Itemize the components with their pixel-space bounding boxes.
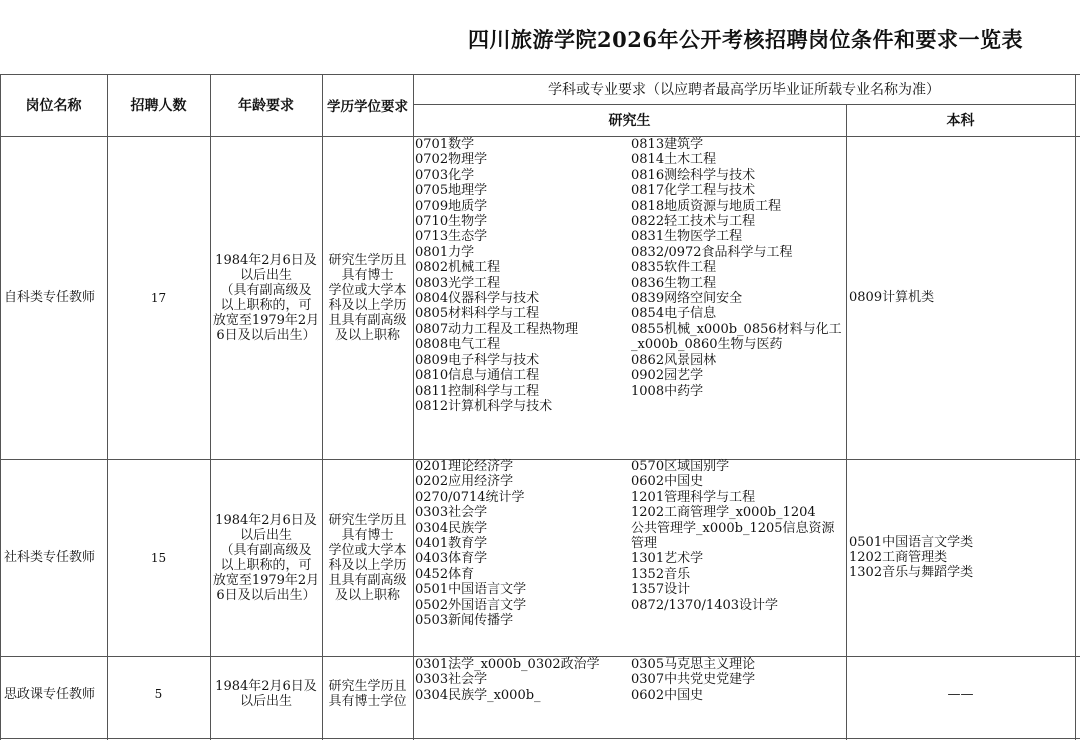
grid-line [0,74,1,740]
grid-line [413,74,414,740]
header-count: 招聘人数 [130,98,187,114]
header-education: 学历学位要求 [327,99,408,115]
header-graduate: 研究生 [608,113,651,129]
row-undergrad: —— [947,686,974,702]
grid-line [0,738,1080,739]
row-count: 5 [154,687,163,701]
header-position: 岗位名称 [25,98,82,114]
row-education: 研究生学历且 具有博士 学位或大学本 科及以上学历 且具有副高级 及以上职称 [328,252,407,343]
row-position: 自科类专任教师 [4,290,96,305]
row-age: 1984年2月6日及 以后出生 [215,679,317,709]
row-age: 1984年2月6日及 以后出生 （具有副高级及 以上职称的，可 放宽至1979年2月 6日及以后出生） [212,512,320,603]
row-grad-list-left: 0701数学 0702物理学 0703化学 0705地理学 0709地质学 0710生物学 0713生态学 0801力学 0802机械工程 0803光学工程 0804仪器科学与技术 0805材料科学与工程 0807动力工程及工程热物理 0808电气工程 0809电子科学与技术 0810信息与通信工程 0811控制科学与工程 0812计算机科学与技术 [415,137,579,414]
page-title: 四川旅游学院2026年公开考核招聘岗位条件和要求一览表 [468,27,1023,52]
row-undergrad: 0501中国语言文学类 1202工商管理类 1302音乐与舞蹈学类 [849,535,974,580]
row-count: 17 [150,290,167,305]
grid-line [846,104,847,740]
row-position: 社科类专任教师 [4,550,96,565]
header-age: 年龄要求 [238,98,294,114]
grid-line [1075,74,1076,740]
row-grad-list-right: 0813建筑学 0814土木工程 0816测绘科学与技术 0817化学工程与技术 0818地质资源与地质工程 0822轻工技术与工程 0831生物医学工程 0832/0972食品科学与工程 0835软件工程 0836生物工程 0839网络空间安全 0854电子信息 0855机械_x000b_0856材料与化工 _x000b_0860生物与医药 0862风景园林 0902园艺学 1008中药学 [631,137,842,399]
row-undergrad: 0809计算机类 [849,290,935,305]
row-grad-list-right: 0570区域国别学 0602中国史 1201管理科学与工程 1202工商管理学_x000b_1204 公共管理学_x000b_1205信息资源 管理 1301艺术学 1352音乐 1357设计 0872/1370/1403设计学 [631,459,835,613]
header-undergrad: 本科 [946,113,975,129]
header-major-group-text: 学科或专业要求（以应聘者最高学历毕业证所载专业名称为准） [548,82,940,98]
row-count: 15 [150,550,167,565]
row-position: 思政课专任教师 [4,686,96,702]
row-grad-list-left: 0301法学_x000b_0302政治学 0303社会学 0304民族学_x000b_ [415,657,600,703]
header-major-group [413,74,1075,104]
row-age: 1984年2月6日及 以后出生 （具有副高级及 以上职称的，可 放宽至1979年2月 6日及以后出生） [212,252,320,343]
row-education: 研究生学历且 具有博士学位 [328,679,407,709]
row-grad-list-right: 0305马克思主义理论 0307中共党史党建学 0602中国史 [631,657,756,703]
row-grad-list-left: 0201理论经济学 0202应用经济学 0270/0714统计学 0303社会学 0304民族学 0401教育学 0403体育学 0452体育 0501中国语言文学 0502外国语言文学 0503新闻传播学 [415,459,527,629]
row-education: 研究生学历且 具有博士 学位或大学本 科及以上学历 且具有副高级 及以上职称 [328,512,407,603]
